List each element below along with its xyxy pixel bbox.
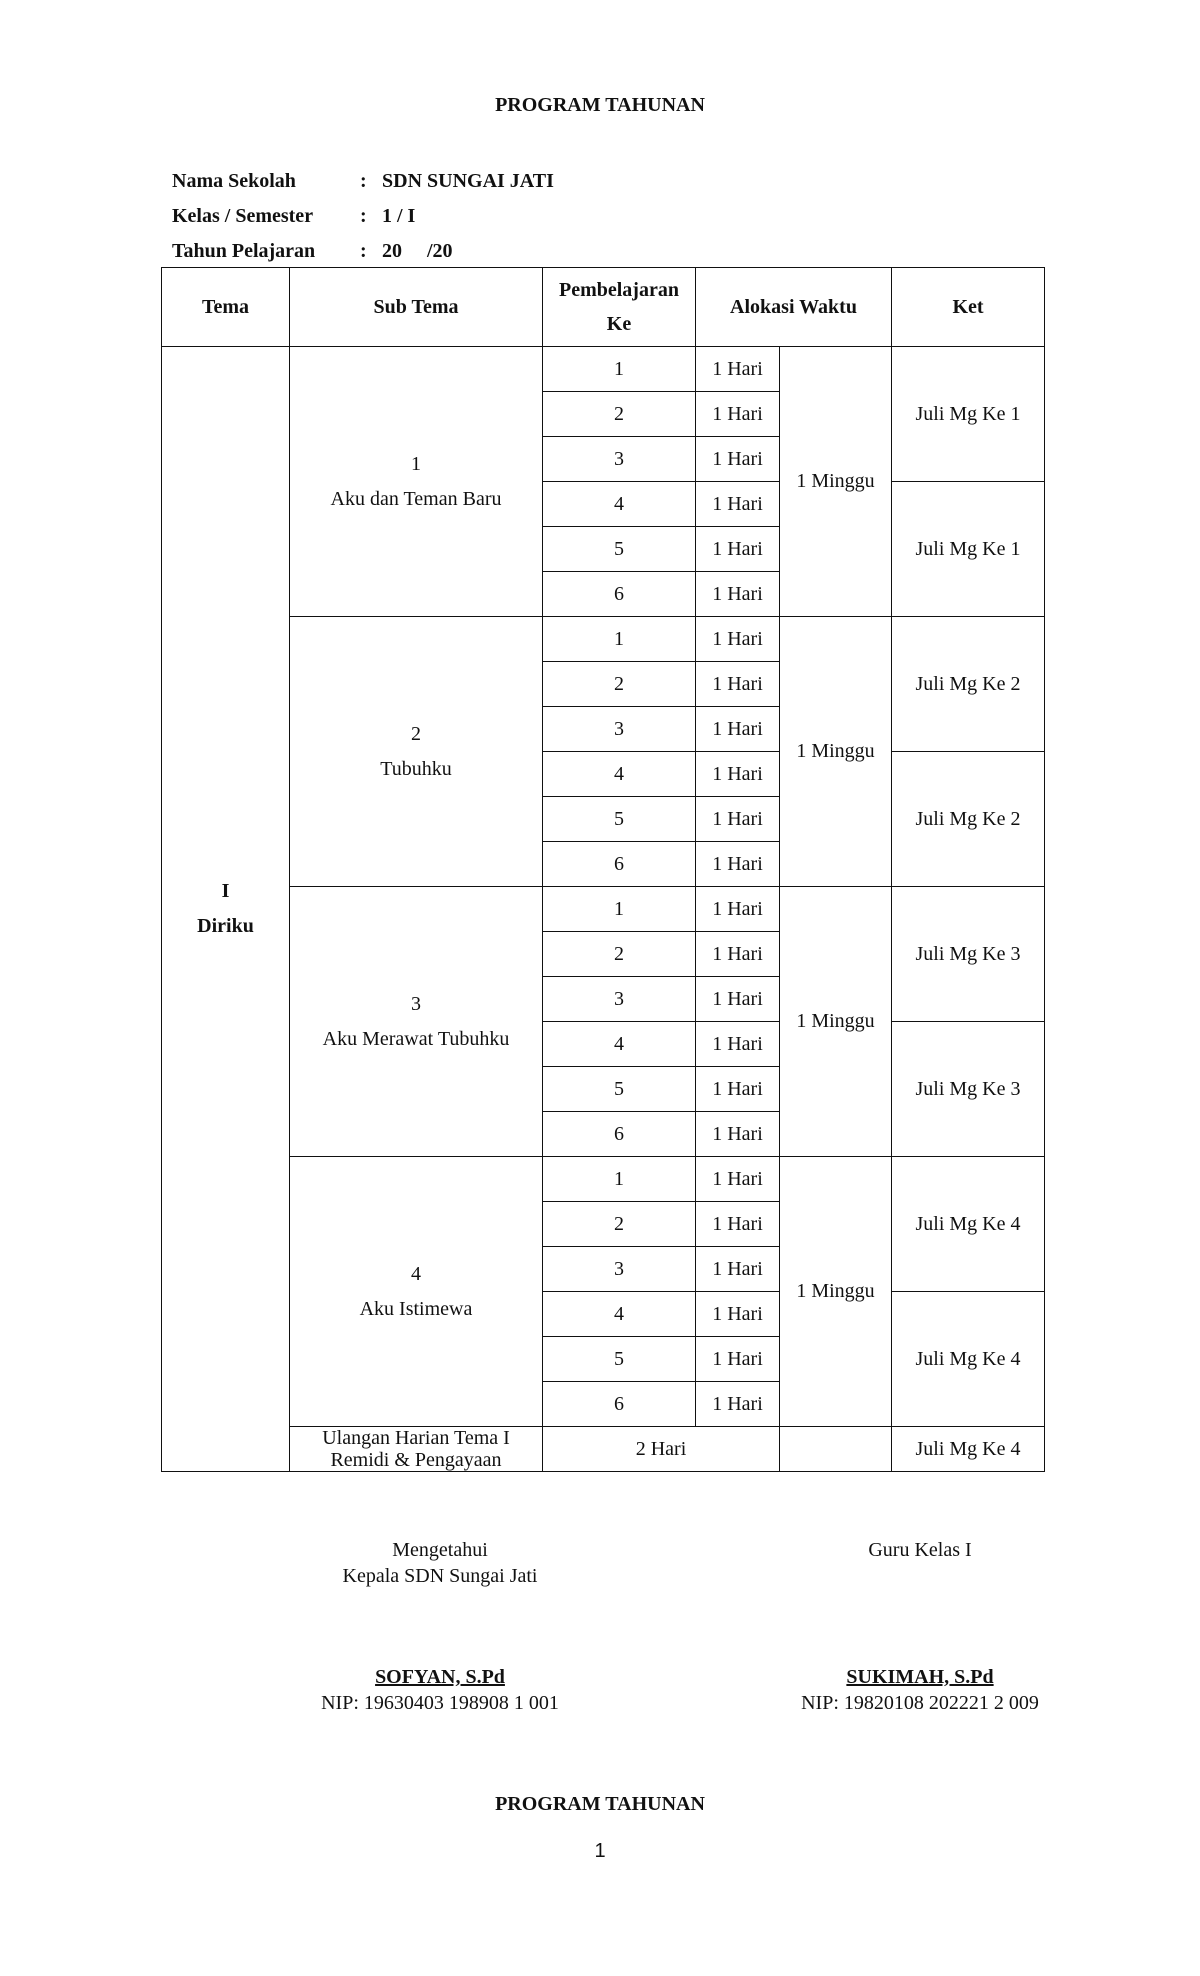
pembelajaran-cell: 1 bbox=[543, 1157, 696, 1202]
pembelajaran-cell: 2 bbox=[543, 932, 696, 977]
pembelajaran-cell: 5 bbox=[543, 1067, 696, 1112]
pembelajaran-cell: 6 bbox=[543, 1382, 696, 1427]
table-body bbox=[162, 347, 1045, 1472]
header-pembelajaran bbox=[543, 268, 696, 347]
header-ket: Ket bbox=[892, 268, 1045, 347]
hari-cell: 1 Hari bbox=[696, 887, 780, 932]
pembelajaran-cell: 4 bbox=[543, 1022, 696, 1067]
info-label: Nama Sekolah bbox=[172, 170, 296, 192]
sub-tema-cell bbox=[290, 887, 543, 1157]
signature-right-heading bbox=[760, 1537, 1080, 1563]
pembelajaran-cell: 5 bbox=[543, 527, 696, 572]
ulangan-cell bbox=[290, 1427, 543, 1472]
info-value: 1 / I bbox=[382, 205, 416, 227]
info-value: SDN SUNGAI JATI bbox=[382, 170, 554, 192]
pembelajaran-cell: 2 bbox=[543, 662, 696, 707]
pembelajaran-cell: 1 bbox=[543, 617, 696, 662]
ulangan-line2: Remidi & Pengayaan bbox=[330, 1449, 502, 1471]
header-pembelajaran-line2: Ke bbox=[606, 313, 632, 335]
pembelajaran-cell: 3 bbox=[543, 437, 696, 482]
sub-tema-name: Tubuhku bbox=[380, 757, 452, 780]
header-alokasi: Alokasi Waktu bbox=[696, 268, 892, 347]
hari-cell: 1 Hari bbox=[696, 977, 780, 1022]
hari-cell: 1 Hari bbox=[696, 572, 780, 617]
info-colon: : bbox=[360, 205, 367, 227]
sign-right-line1: Guru Kelas I bbox=[868, 1539, 972, 1561]
principal-nip: NIP: 19630403 198908 1 001 bbox=[321, 1692, 559, 1714]
ket-cell: Juli Mg Ke 1 bbox=[892, 482, 1045, 617]
hari-cell: 1 Hari bbox=[696, 482, 780, 527]
program-table bbox=[161, 267, 1045, 1472]
ulangan-ket-cell: Juli Mg Ke 4 bbox=[892, 1427, 1045, 1472]
header-sub-tema: Sub Tema bbox=[290, 268, 543, 347]
page-title-repeat: PROGRAM TAHUNAN bbox=[495, 1793, 705, 1815]
pembelajaran-cell: 1 bbox=[543, 347, 696, 392]
info-row-class bbox=[172, 199, 554, 234]
table-row bbox=[162, 1157, 1045, 1202]
pembelajaran-cell: 5 bbox=[543, 797, 696, 842]
minggu-cell: 1 Minggu bbox=[780, 347, 892, 617]
hari-cell: 1 Hari bbox=[696, 527, 780, 572]
sign-left-line1: Mengetahui bbox=[392, 1539, 488, 1561]
table-row-ulangan bbox=[162, 1427, 1045, 1472]
teacher-name: SUKIMAH, S.Pd bbox=[846, 1666, 994, 1688]
pembelajaran-cell: 2 bbox=[543, 1202, 696, 1247]
ket-cell: Juli Mg Ke 1 bbox=[892, 347, 1045, 482]
school-info bbox=[172, 164, 554, 269]
hari-cell: 1 Hari bbox=[696, 1247, 780, 1292]
hari-cell: 1 Hari bbox=[696, 707, 780, 752]
info-label: Kelas / Semester bbox=[172, 205, 314, 227]
ulangan-line1: Ulangan Harian Tema I bbox=[322, 1427, 510, 1449]
hari-cell: 1 Hari bbox=[696, 1067, 780, 1112]
hari-cell: 1 Hari bbox=[696, 1157, 780, 1202]
info-colon: : bbox=[360, 170, 367, 192]
table-row bbox=[162, 887, 1045, 932]
header-tema: Tema bbox=[162, 268, 290, 347]
signature-right bbox=[760, 1664, 1080, 1716]
hari-cell: 1 Hari bbox=[696, 1112, 780, 1157]
hari-cell: 1 Hari bbox=[696, 752, 780, 797]
pembelajaran-cell: 6 bbox=[543, 572, 696, 617]
signature-left-heading bbox=[280, 1537, 600, 1589]
sub-tema-number: 4 bbox=[411, 1262, 421, 1285]
sub-tema-number: 1 bbox=[411, 452, 421, 475]
ket-cell: Juli Mg Ke 2 bbox=[892, 617, 1045, 752]
ket-cell: Juli Mg Ke 4 bbox=[892, 1157, 1045, 1292]
sub-tema-cell bbox=[290, 347, 543, 617]
pembelajaran-cell: 3 bbox=[543, 707, 696, 752]
sub-tema-number: 3 bbox=[411, 992, 421, 1015]
table-row bbox=[162, 347, 1045, 392]
info-row-school bbox=[172, 164, 554, 199]
pembelajaran-cell: 4 bbox=[543, 482, 696, 527]
pembelajaran-cell: 3 bbox=[543, 977, 696, 1022]
pembelajaran-cell: 2 bbox=[543, 392, 696, 437]
hari-cell: 1 Hari bbox=[696, 1202, 780, 1247]
pembelajaran-cell: 5 bbox=[543, 1337, 696, 1382]
hari-cell: 1 Hari bbox=[696, 1337, 780, 1382]
hari-cell: 1 Hari bbox=[696, 1022, 780, 1067]
info-label: Tahun Pelajaran bbox=[172, 240, 316, 262]
tema-cell bbox=[162, 347, 290, 1472]
minggu-cell: 1 Minggu bbox=[780, 617, 892, 887]
hari-cell: 1 Hari bbox=[696, 662, 780, 707]
page-number: 1 bbox=[594, 1840, 606, 1862]
ulangan-alokasi-cell: 2 Hari bbox=[543, 1427, 780, 1472]
sub-tema-name: Aku dan Teman Baru bbox=[330, 487, 502, 510]
pembelajaran-cell: 1 bbox=[543, 887, 696, 932]
ket-cell: Juli Mg Ke 3 bbox=[892, 1022, 1045, 1157]
hari-cell: 1 Hari bbox=[696, 797, 780, 842]
sign-left-line2: Kepala SDN Sungai Jati bbox=[342, 1565, 538, 1587]
hari-cell: 1 Hari bbox=[696, 437, 780, 482]
hari-cell: 1 Hari bbox=[696, 1382, 780, 1427]
pembelajaran-cell: 6 bbox=[543, 1112, 696, 1157]
header-pembelajaran-line1: Pembelajaran bbox=[559, 279, 679, 301]
minggu-cell: 1 Minggu bbox=[780, 887, 892, 1157]
sub-tema-name: Aku Istimewa bbox=[359, 1297, 473, 1320]
ket-cell: Juli Mg Ke 4 bbox=[892, 1292, 1045, 1427]
info-row-year bbox=[172, 234, 554, 269]
pembelajaran-cell: 6 bbox=[543, 842, 696, 887]
ket-cell: Juli Mg Ke 3 bbox=[892, 887, 1045, 1022]
ket-cell: Juli Mg Ke 2 bbox=[892, 752, 1045, 887]
hari-cell: 1 Hari bbox=[696, 932, 780, 977]
hari-cell: 1 Hari bbox=[696, 392, 780, 437]
ulangan-empty-cell bbox=[780, 1427, 892, 1472]
teacher-nip: NIP: 19820108 202221 2 009 bbox=[801, 1692, 1039, 1714]
page-title: PROGRAM TAHUNAN bbox=[495, 94, 705, 116]
hari-cell: 1 Hari bbox=[696, 1292, 780, 1337]
pembelajaran-cell: 4 bbox=[543, 752, 696, 797]
pembelajaran-cell: 4 bbox=[543, 1292, 696, 1337]
pembelajaran-cell: 3 bbox=[543, 1247, 696, 1292]
table-row bbox=[162, 617, 1045, 662]
sub-tema-cell bbox=[290, 1157, 543, 1427]
signature-left bbox=[280, 1664, 600, 1716]
minggu-cell: 1 Minggu bbox=[780, 1157, 892, 1427]
principal-name: SOFYAN, S.Pd bbox=[375, 1666, 505, 1688]
sub-tema-name: Aku Merawat Tubuhku bbox=[322, 1027, 510, 1050]
hari-cell: 1 Hari bbox=[696, 842, 780, 887]
hari-cell: 1 Hari bbox=[696, 617, 780, 662]
table-header-row bbox=[162, 268, 1045, 347]
info-colon: : bbox=[360, 240, 367, 262]
info-value: 20 /20 bbox=[382, 240, 453, 262]
hari-cell: 1 Hari bbox=[696, 347, 780, 392]
sub-tema-cell bbox=[290, 617, 543, 887]
tema-number: I bbox=[221, 880, 230, 902]
tema-name: Diriku bbox=[197, 915, 254, 937]
sub-tema-number: 2 bbox=[411, 722, 421, 745]
